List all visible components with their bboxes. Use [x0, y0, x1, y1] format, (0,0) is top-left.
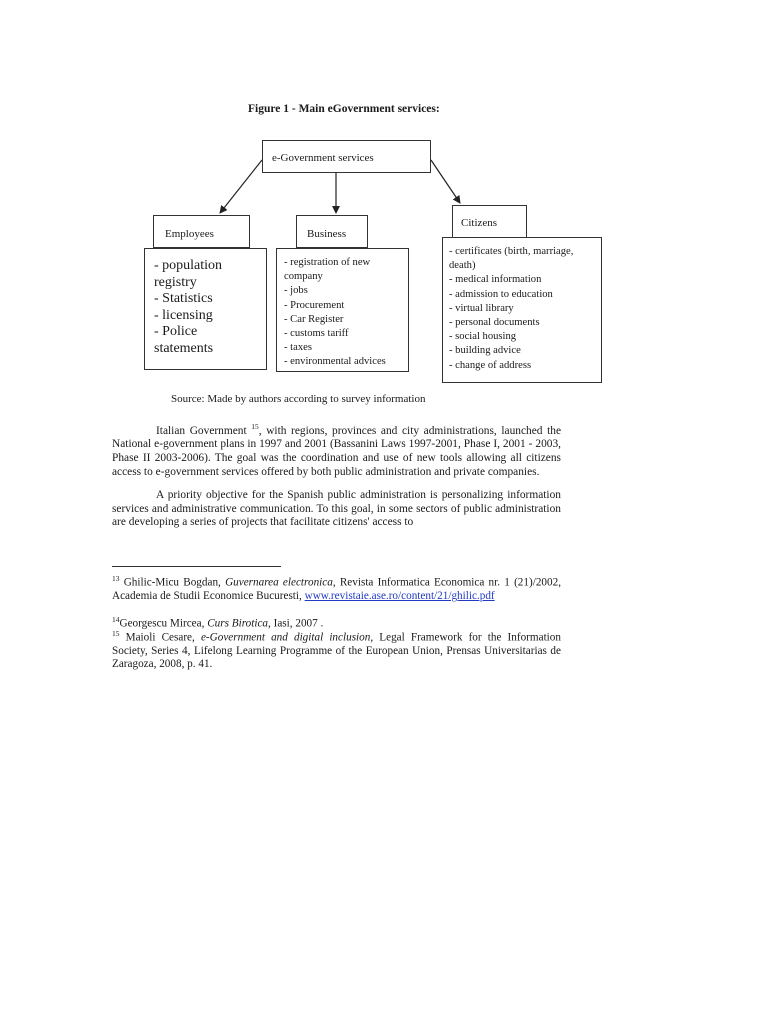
list-item: - medical information	[449, 274, 542, 286]
footnote-13	[112, 572, 561, 603]
footnote-number: 14	[112, 615, 120, 624]
footnote-work-title: Curs Birotica	[207, 617, 269, 630]
list-item: - change of address	[449, 359, 532, 371]
list-item: - customs tariff	[284, 328, 349, 340]
list-item: - environmental advices	[284, 356, 386, 368]
footnote-ref: 15	[251, 422, 259, 431]
footnote-author: Georgescu Mircea,	[119, 617, 208, 630]
footnote-details: , Legal Framework for the Information Society, Series 4, Lifelong Learning Programme of the European Union, Prensas Universitarias de Zaragoza, 2008, p. 41.	[112, 631, 561, 671]
employees-services-list	[144, 248, 267, 370]
list-item: - licensing	[154, 307, 213, 323]
list-item: - building advice	[449, 345, 521, 357]
figure-source: Source: Made by authors according to survey information	[171, 393, 426, 405]
footnote-work-title: e-Government and digital inclusion	[200, 631, 371, 644]
employees-label: Employees	[165, 228, 214, 240]
citizens-services-list	[442, 237, 602, 383]
footnote-details: , Iasi, 2007 .	[268, 617, 324, 630]
list-item: - admission to education	[449, 288, 553, 300]
list-item: death)	[449, 260, 476, 272]
arrow-to-citizens	[431, 160, 460, 203]
list-item: - virtual library	[449, 302, 514, 314]
list-item: - population	[154, 258, 223, 273]
footnote-work-title: Guvernarea electronica	[225, 576, 333, 589]
list-item: - taxes	[284, 342, 312, 354]
list-item: - Police	[154, 324, 198, 339]
body-paragraph: A priority objective for the Spanish public administration is personalizing information services and administrative communication. To this goal, in some sectors of public administration are developing a series of projects that facilitate citizens' access to	[112, 489, 561, 529]
footnote-15	[112, 627, 561, 671]
citizens-box	[452, 205, 527, 238]
list-item: company	[284, 271, 323, 283]
footnote-number: 15	[112, 629, 120, 638]
employees-box	[153, 215, 250, 248]
paragraph-text: Italian Government	[156, 424, 252, 437]
footnote-details: , Revista Informatica Economica nr. 1 (21)/2002, Academia de Studii Economice Bucuresti,	[112, 576, 561, 602]
egov-services-box	[262, 140, 431, 173]
list-item: - Statistics	[154, 291, 213, 306]
citizens-label: Citizens	[461, 217, 498, 229]
list-item: - Car Register	[284, 313, 344, 325]
arrow-to-employees	[220, 160, 262, 213]
list-item: - social housing	[449, 331, 517, 343]
business-label: Business	[307, 228, 347, 240]
paragraph-text: , with regions, provinces and city administrations, launched the National e-government plans in 1997 and 2001 (Bassanini Laws 1997-2001, Phase I, 2001 - 2003, Phase II 2003-2006). The goal was the coordination and use of new tools allowing all citizens access to e-government services offered by both public administration and private companies.	[112, 424, 561, 478]
footnote-link[interactable]: www.revistaie.ase.ro/content/21/ghilic.pdf	[304, 589, 495, 602]
footnote-author: Ghilic-Micu Bogdan,	[119, 576, 226, 589]
list-item: registry	[154, 274, 197, 290]
footnote-number: 13	[112, 574, 120, 583]
business-box	[296, 215, 368, 248]
list-item: - certificates (birth, marriage,	[449, 246, 574, 257]
egov-services-label: e-Government services	[272, 152, 374, 164]
figure-title: Figure 1 - Main eGovernment services:	[248, 103, 440, 115]
body-paragraph	[112, 420, 561, 479]
business-services-list	[276, 248, 409, 372]
footnote-author: Maioli Cesare,	[119, 631, 201, 644]
list-item: statements	[154, 340, 214, 356]
footnote-separator	[112, 566, 281, 567]
list-item: - registration of new	[284, 257, 371, 268]
list-item: - jobs	[284, 285, 308, 297]
list-item: - personal documents	[449, 317, 540, 329]
list-item: - Procurement	[284, 299, 345, 311]
